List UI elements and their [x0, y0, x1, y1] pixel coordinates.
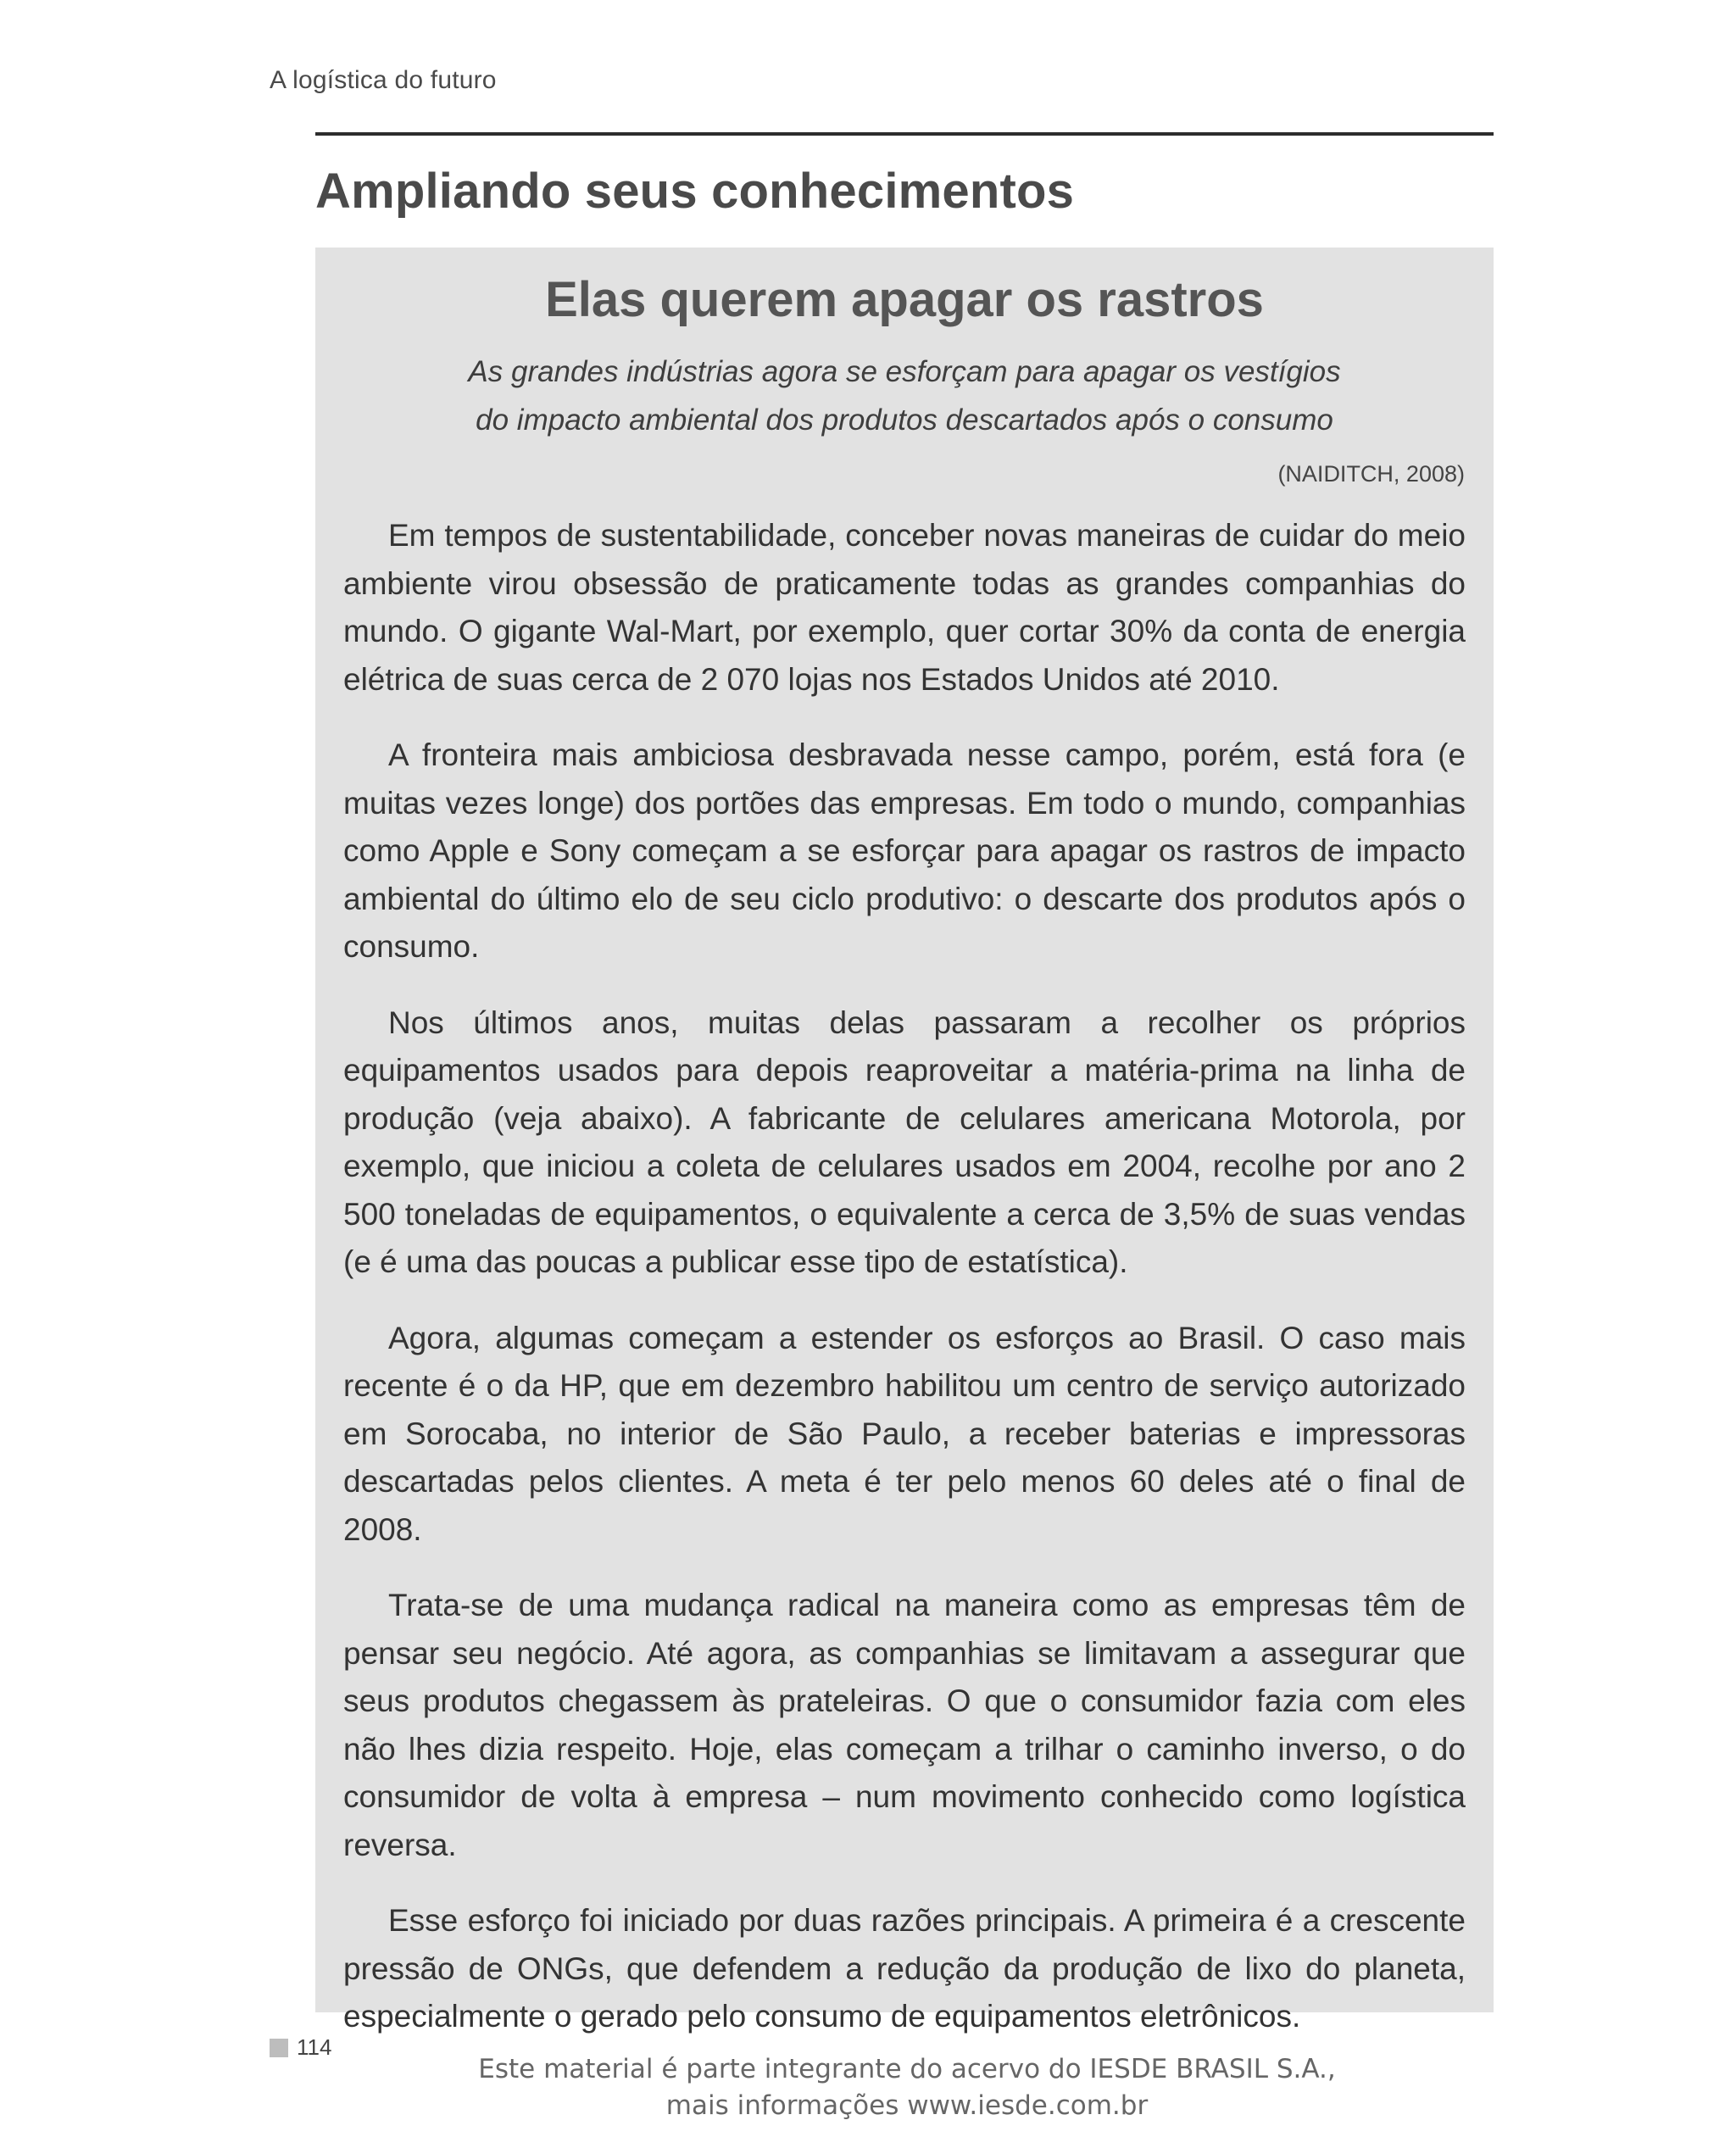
article-title: Elas querem apagar os rastros [545, 272, 1264, 327]
citation: (NAIDITCH, 2008) [1277, 461, 1465, 487]
running-head: A logística do futuro [270, 66, 497, 94]
section-title: Ampliando seus conhecimentos [315, 164, 1075, 219]
article-body [343, 512, 1466, 2069]
footer-notice [373, 2051, 1441, 2124]
paragraph: A fronteira mais ambiciosa desbravada nesse campo, porém, está fora (e muitas vezes longe) dos portões das empresas. Em todo o mundo, companhias como Apple e Sony começam a se esforçar para apagar os rastros de impacto ambiental do último elo de seu ciclo produtivo: o descarte dos produtos após o consumo. [343, 737, 1466, 964]
article-subtitle [315, 348, 1494, 444]
paragraph: Agora, algumas começam a estender os esforços ao Brasil. O caso mais recente é o da HP, que em dezembro habilitou um centro de serviço autorizado em Sorocaba, no interior de São Paulo, a receber baterias e impressoras descartadas pelos clientes. A meta é ter pelo menos 60 deles até o final de 2008. [343, 1320, 1466, 1547]
page-number [270, 2034, 331, 2061]
header-rule [315, 132, 1494, 136]
paragraph: Trata-se de uma mudança radical na maneira como as empresas têm de pensar seu negócio. Até agora, as companhias se limitavam a assegurar que seus produtos chegassem às prateleiras. O que o consumidor fazia com eles não lhes dizia respeito. Hoje, elas começam a trilhar o caminho inverso, o do consumidor de volta à empresa – num movimento conhecido como logística reversa. [343, 1588, 1466, 1862]
article-box [315, 248, 1494, 2034]
footer-line: mais informações www.iesde.com.br [665, 2090, 1149, 2121]
subtitle-line: do impacto ambiental dos produtos descartados após o consumo [476, 403, 1333, 437]
paragraph: Nos últimos anos, muitas delas passaram a recolher os próprios equipamentos usados para depois reaproveitar a matéria-prima na linha de produção (veja abaixo). A fabricante de celulares americana Motorola, por exemplo, que iniciou a coleta de celulares usados em 2004, recolhe por ano 2 500 toneladas de equipamentos, o equivalente a cerca de 3,5% de suas vendas (e é uma das poucas a publicar esse tipo de estatística). [343, 1004, 1466, 1279]
paragraph: Esse esforço foi iniciado por duas razões principais. A primeira é a crescente pressão de ONGs, que defendem a redução da produção de lixo do planeta, especialmente o gerado pelo consumo de equipamentos eletrônicos. [343, 1903, 1466, 2034]
footer-line: Este material é parte integrante do acervo do IESDE BRASIL S.A., [478, 2054, 1336, 2084]
page-number-text: 114 [297, 2034, 332, 2060]
subtitle-line: As grandes indústrias agora se esforçam para apagar os vestígios [468, 355, 1341, 388]
page-marker-icon [270, 2039, 288, 2057]
paragraph: Em tempos de sustentabilidade, conceber novas maneiras de cuidar do meio ambiente virou obsessão de praticamente todas as grandes companhias do mundo. O gigante Wal-Mart, por exemplo, quer cortar 30% da conta de energia elétrica de suas cerca de 2 070 lojas nos Estados Unidos até 2010. [343, 518, 1466, 697]
